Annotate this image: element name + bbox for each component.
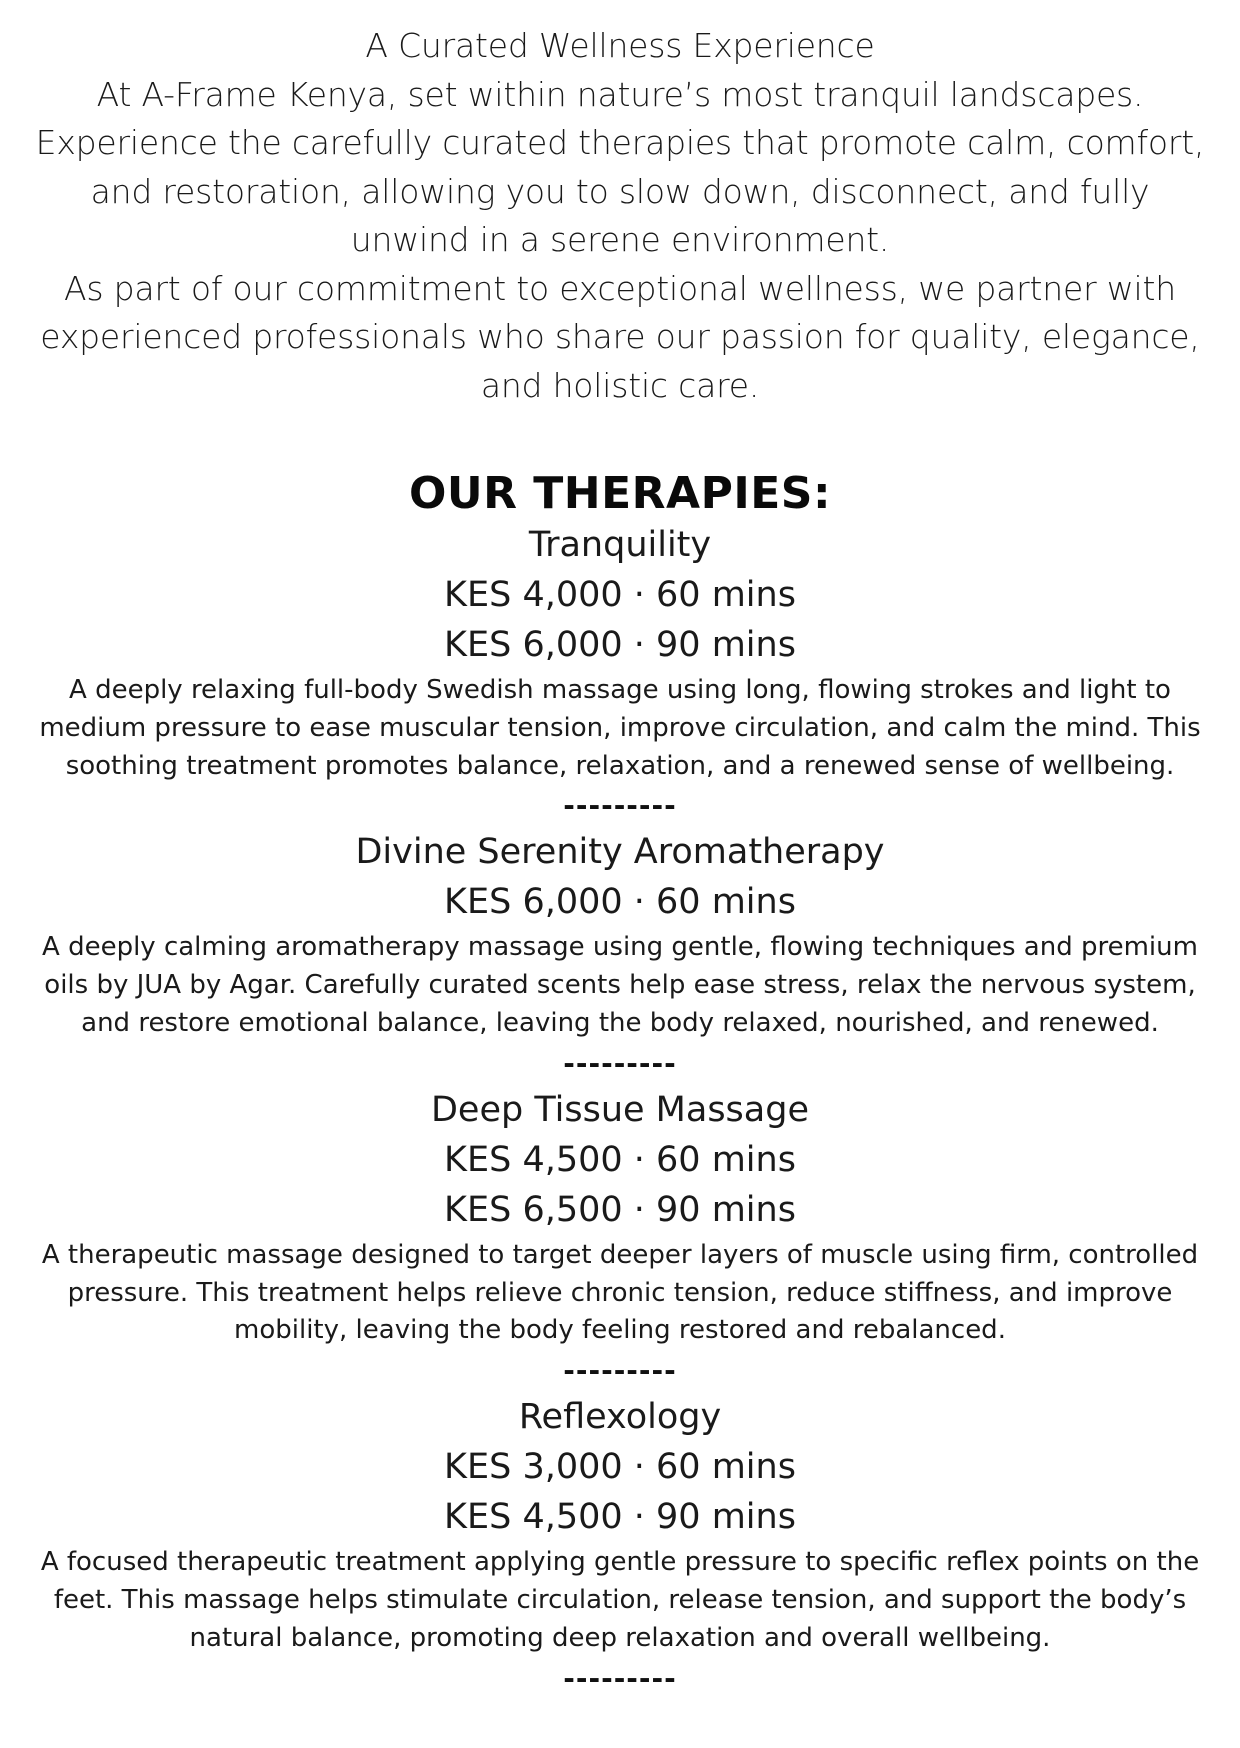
therapy-price: KES 4,500 · 60 mins [444,1139,796,1180]
therapy-reflexology [20,1392,1220,1693]
intro-line: At A-Frame Kenya, set within nature’s most tranquil landscapes. [96,74,1144,114]
therapy-price: KES 4,500 · 90 mins [444,1497,796,1538]
divider: --------- [563,1354,677,1388]
divider: --------- [563,789,677,823]
intro-line: Experience the carefully curated therapies that promote calm, comfort, [35,123,1205,162]
intro-line: experienced professionals who share our passion for quality, elegance, [40,317,1200,356]
therapy-tranquility [20,520,1220,821]
therapy-deep-tissue-massage [20,1085,1220,1386]
intro-section [20,22,1220,410]
therapy-price: KES 4,000 · 60 mins [444,575,796,615]
therapy-name: Tranquility [528,525,712,565]
therapy-price: KES 3,000 · 60 mins [444,1447,796,1488]
therapy-description: A therapeutic massage designed to target deeper layers of muscle using firm, controlled pressure. This treatment helps relieve chronic tension, reduce stiffness, and improve mobility, leaving the body feeling restored and rebalanced. [41,1239,1199,1346]
therapy-divine-serenity-aromatherapy [20,827,1220,1078]
divider: --------- [563,1661,677,1695]
therapy-name: Deep Tissue Massage [430,1089,809,1130]
intro-title: A Curated Wellness Experience [365,26,875,65]
section-title: OUR THERAPIES: [408,468,832,519]
divider: --------- [563,1046,677,1080]
intro-line: and holistic care. [480,365,760,405]
therapy-description: A deeply calming aromatherapy massage using gentle, flowing techniques and premium oils by JUA by Agar. Carefully curated scents help ease stress, relax the nervous system, and restore emotional balance, leaving the body relaxed, nourished, and renewed. [42,932,1198,1038]
therapy-price: KES 6,000 · 60 mins [444,882,796,923]
therapy-price: KES 6,500 · 90 mins [444,1189,796,1230]
intro-line: and restoration, allowing you to slow down, disconnect, and fully [90,171,1150,211]
intro-line: unwind in a serene environment. [350,220,890,259]
therapy-price: KES 6,000 · 90 mins [444,625,796,665]
intro-line: As part of our commitment to exceptional wellness, we partner with [64,268,1176,308]
therapy-description: A deeply relaxing full-body Swedish massage using long, flowing strokes and light to medium pressure to ease muscular tension, improve circulation, and calm the mind. This soothing treatment promotes balance, relaxation, and a renewed sense of wellbeing. [39,675,1201,781]
therapy-name: Reflexology [518,1397,722,1438]
therapy-name: Divine Serenity Aromatherapy [355,832,885,873]
therapy-description: A focused therapeutic treatment applying gentle pressure to specific reflex points on the feet. This massage helps stimulate circulation, release tension, and support the body’s natural balance, promoting deep relaxation and overall wellbeing. [40,1547,1200,1653]
